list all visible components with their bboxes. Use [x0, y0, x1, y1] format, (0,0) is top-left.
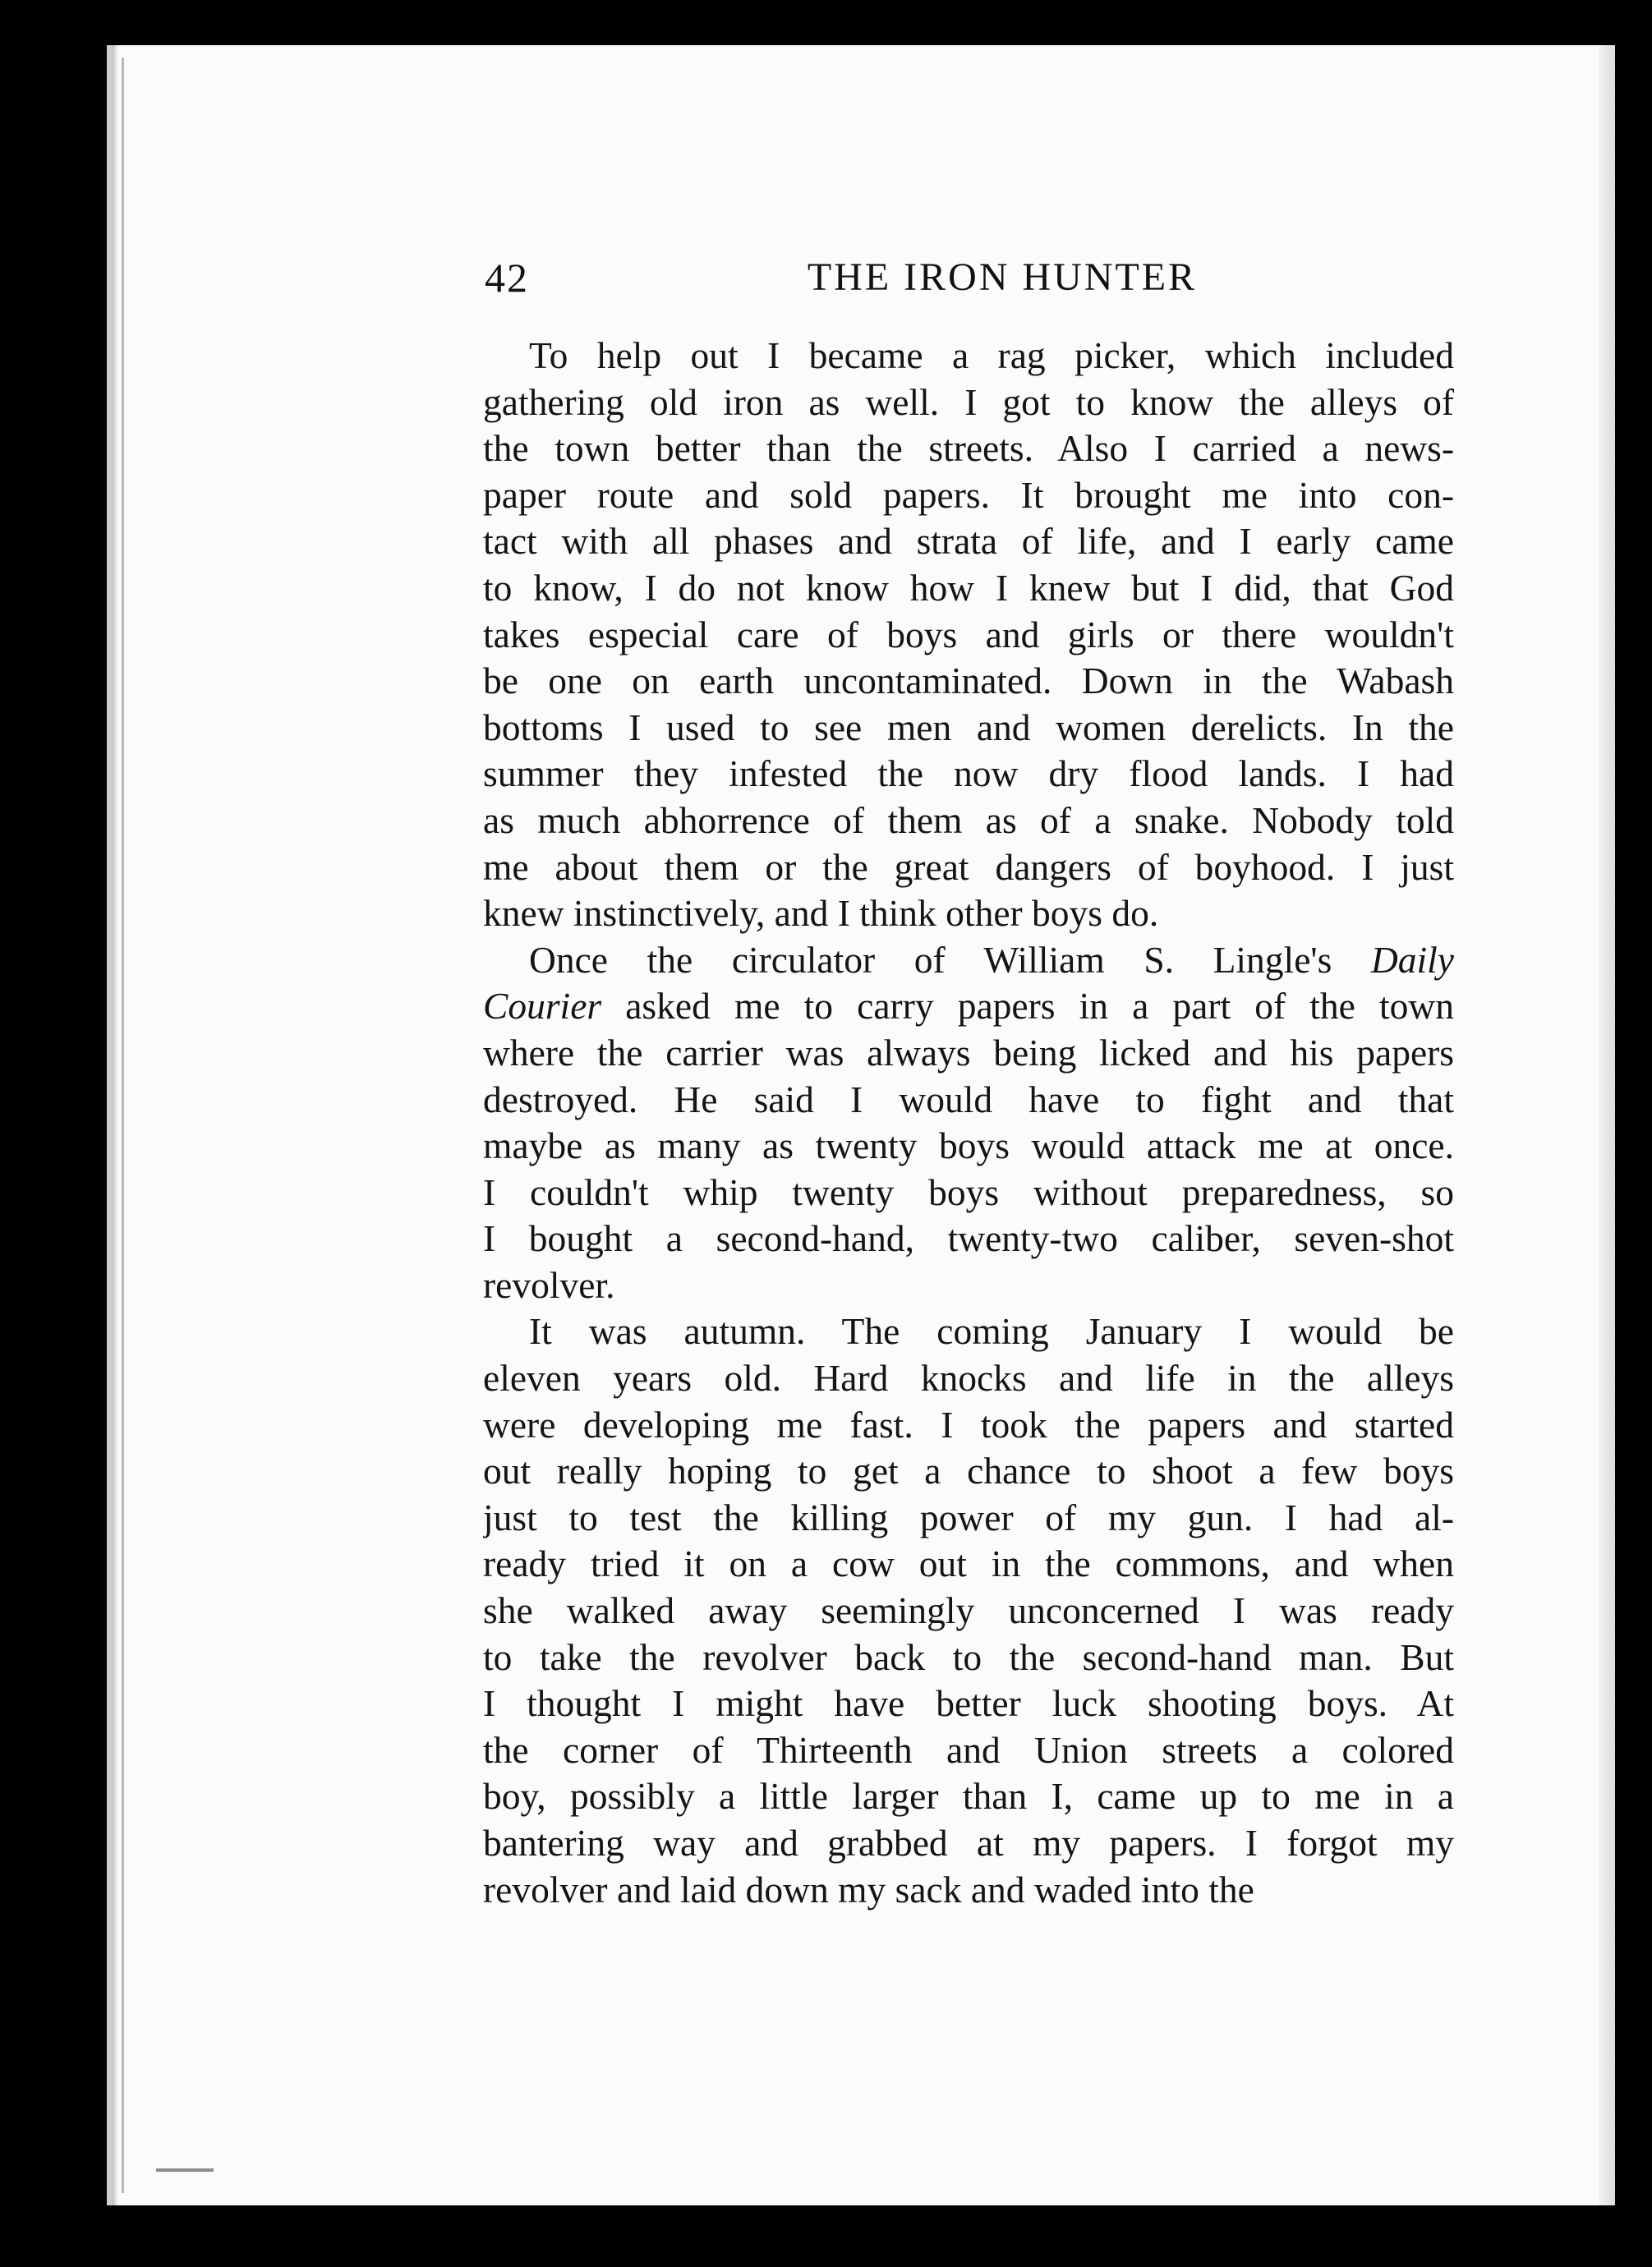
text-line: Once the circulator of William S. Lingle's Daily — [529, 938, 1454, 981]
text-line: bottoms I used to see men and women derelicts. In the — [483, 706, 1454, 748]
page-number: 42 — [485, 255, 529, 301]
text-line: I thought I might have better luck shooting boys. At — [483, 1682, 1454, 1725]
text-line: where the carrier was always being licked and his papers — [483, 1031, 1454, 1074]
text-line: boy, possibly a little larger than I, came up to me in a — [483, 1775, 1454, 1818]
text-line: be one on earth uncontaminated. Down in the Wabash — [483, 660, 1454, 702]
text-line: Courier asked me to carry papers in a part of the town — [483, 985, 1454, 1028]
paragraph — [483, 1308, 1454, 1913]
text-line: maybe as many as twenty boys would attack me at once. — [483, 1124, 1454, 1167]
paragraph — [483, 333, 1454, 937]
text-line: I couldn't whip twenty boys without preparedness, so — [483, 1170, 1454, 1213]
text-line: just to test the killing power of my gun. I had al- — [483, 1496, 1454, 1538]
text-line: It was autumn. The coming January I would be — [529, 1310, 1454, 1353]
text-line: she walked away seemingly unconcerned I was ready — [483, 1589, 1454, 1632]
text-line: gathering old iron as well. I got to know the alleys of — [483, 380, 1454, 423]
text-line: I bought a second-hand, twenty-two caliber, seven-shot — [483, 1217, 1454, 1260]
scan-mark — [156, 2168, 214, 2172]
text-line: tact with all phases and strata of life, and I early came — [483, 520, 1454, 563]
text-line: knew instinctively, and I think other boys do. — [483, 892, 1159, 935]
text-line: as much abhorrence of them as of a snake. Nobody told — [483, 798, 1454, 841]
text-line: the corner of Thirteenth and Union streets a colored — [483, 1728, 1454, 1771]
gutter-line — [122, 57, 124, 2193]
page-edge — [1599, 45, 1615, 2205]
paragraph — [483, 937, 1454, 1309]
text-line: eleven years old. Hard knocks and life in the alleys — [483, 1357, 1454, 1400]
text-line: summer they infested the now dry flood lands. I had — [483, 752, 1454, 795]
text-line: To help out I became a rag picker, which included — [529, 334, 1454, 376]
text-line: ready tried it on a cow out in the commons, and when — [483, 1543, 1454, 1585]
text-line: were developing me fast. I took the papers and started — [483, 1403, 1454, 1446]
text-line: me about them or the great dangers of boyhood. I just — [483, 845, 1454, 888]
text-line: to take the revolver back to the second-hand man. But — [483, 1635, 1454, 1678]
text-line: out really hoping to get a chance to shoot a few boys — [483, 1450, 1454, 1492]
body-text — [483, 333, 1454, 1913]
text-line: revolver. — [483, 1263, 615, 1306]
text-line: destroyed. He said I would have to fight and that — [483, 1078, 1454, 1120]
text-line: the town better than the streets. Also I carried a news- — [483, 427, 1454, 470]
text-line: to know, I do not know how I knew but I did, that God — [483, 566, 1454, 609]
text-line: takes especial care of boys and girls or there wouldn't — [483, 613, 1454, 655]
text-line: bantering way and grabbed at my papers. I forgot my — [483, 1822, 1454, 1864]
running-title: THE IRON HUNTER — [807, 255, 1198, 299]
text-line: revolver and laid down my sack and waded into the — [483, 1868, 1254, 1911]
running-head — [485, 253, 1462, 302]
text-line: paper route and sold papers. It brought me into con- — [483, 473, 1454, 516]
